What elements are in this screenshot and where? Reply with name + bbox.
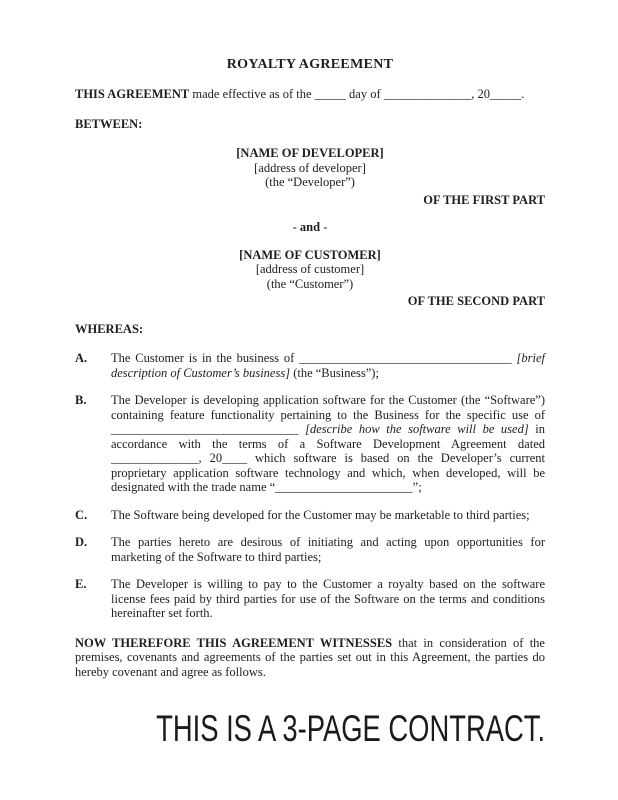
opening-clause-rest: made effective as of the _____ day of ______________, 20_____.	[189, 87, 525, 102]
developer-address: [address of developer]	[254, 160, 366, 175]
recital-item	[75, 577, 545, 621]
closing-clause	[75, 636, 545, 680]
recital-label: C.	[75, 507, 88, 522]
opening-clause-lead: THIS AGREEMENT	[75, 87, 190, 102]
customer-address: [address of customer]	[255, 262, 365, 277]
recital-text: The Software being developed for the Customer may be marketable to third parties;	[111, 507, 530, 522]
recital-text: The parties hereto are desirous of initiating and acting upon opportunities for marketing of the Software to third parties;	[111, 535, 545, 564]
customer-party-block	[75, 248, 545, 292]
recital-item	[75, 508, 545, 523]
developer-name: [NAME OF DEVELOPER]	[236, 146, 384, 161]
first-part-label: OF THE FIRST PART	[423, 192, 545, 207]
recital-label: D.	[75, 535, 88, 550]
recital-text: The Developer is willing to pay to the Customer a royalty based on the software license fees paid by third parties for use of the Software on the terms and conditions hereinafter set forth.	[111, 577, 545, 621]
recital-label: A.	[75, 351, 88, 366]
closing-clause-rest: that in consideration of the premises, covenants and agreements of the parties set out in this Agreement, the parties do hereby covenant and agree as follows.	[75, 635, 545, 679]
between-label: BETWEEN:	[75, 116, 143, 131]
developer-designation: (the “Developer”)	[265, 175, 355, 190]
developer-party-block	[75, 146, 545, 190]
document-title: ROYALTY AGREEMENT	[226, 57, 394, 72]
closing-clause-lead: NOW THEREFORE THIS AGREEMENT WITNESSES	[75, 635, 393, 650]
recital-item	[75, 393, 545, 495]
recital-label: E.	[75, 577, 87, 592]
and-separator-prefix: -	[292, 220, 300, 235]
footer-note: THIS IS A 3-PAGE CONTRACT.	[156, 708, 546, 750]
recital-label: B.	[75, 393, 87, 408]
recital-text: The Developer is developing application software for the Customer (the “Software”) containing feature functionality pertaining to the Business for the specific use of ______________________________ [describe how the software will be used] in accordance with the terms of a Software Development Agreement dated ______________, 20____ which software is based on the Developer’s current proprietary application software technology and which, when developed, will be designated with the trade name “______________________”;	[111, 393, 546, 495]
and-separator-word: and	[299, 220, 321, 235]
customer-name: [NAME OF CUSTOMER]	[239, 247, 381, 262]
recital-item	[75, 535, 545, 564]
recital-text: The Customer is in the business of __________________________________ [brief description of Customer’s business] (the “Business”);	[111, 351, 545, 380]
and-separator	[75, 220, 545, 235]
opening-clause	[75, 87, 545, 102]
customer-designation: (the “Customer”)	[266, 276, 354, 291]
recitals-list	[75, 351, 545, 621]
whereas-label: WHEREAS:	[75, 321, 144, 336]
and-separator-suffix: -	[320, 220, 328, 235]
second-part-label: OF THE SECOND PART	[407, 294, 545, 309]
recital-item	[75, 351, 545, 380]
